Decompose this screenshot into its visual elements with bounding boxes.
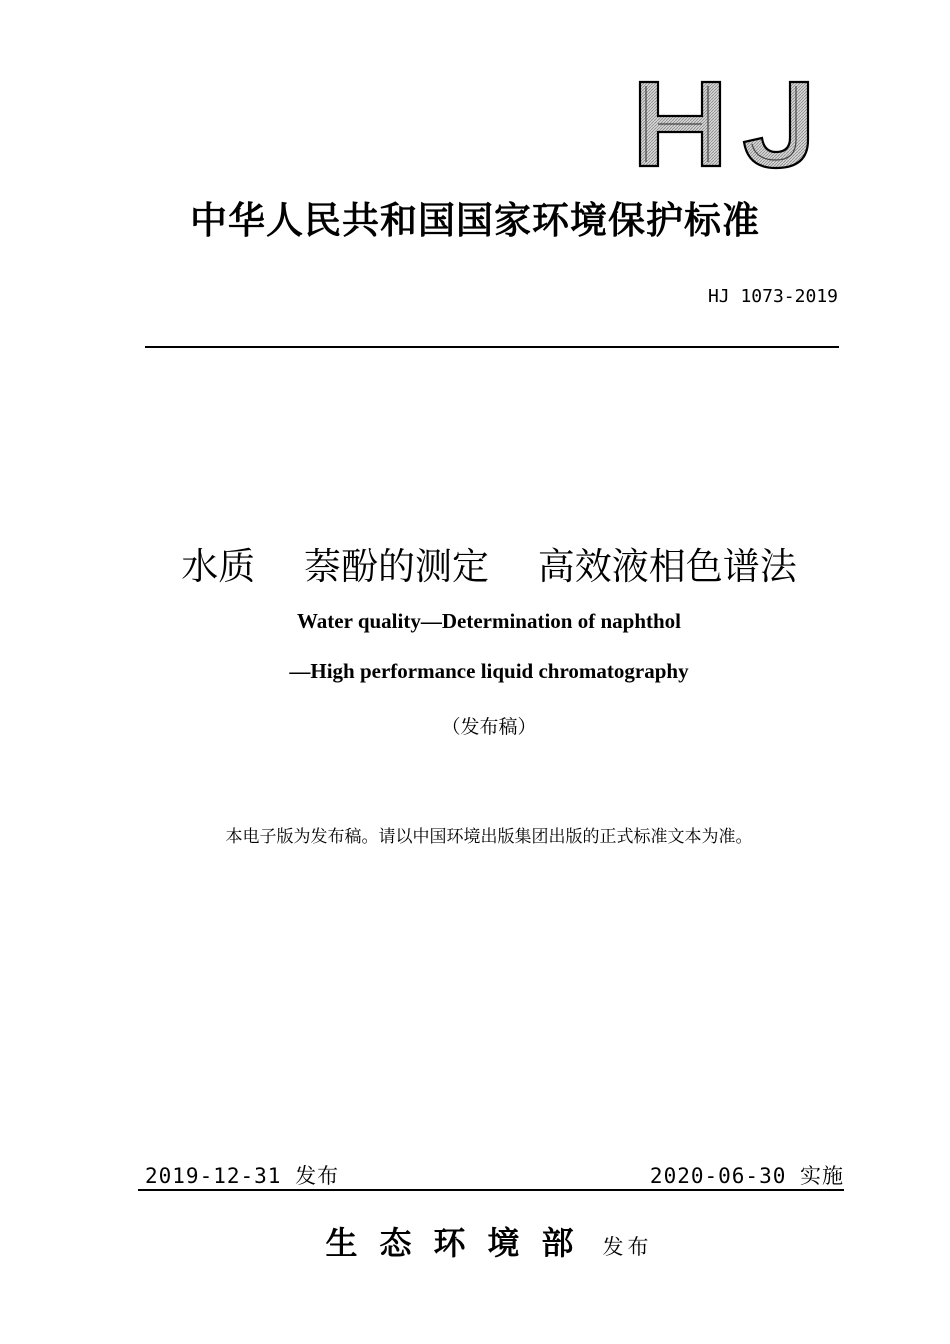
publisher-name: 生态环境部 xyxy=(325,1224,596,1262)
publisher-row xyxy=(0,1218,950,1264)
hj-logo xyxy=(636,76,816,172)
title-chinese: 水质 萘酚的测定 高效液相色谱法 xyxy=(181,545,797,588)
standard-series-title: 中华人民共和国国家环境保护标准 xyxy=(190,198,760,242)
title-english-line2: —High performance liquid chromatography xyxy=(289,659,689,683)
issue-date: 2019-12-31 发布 xyxy=(145,1164,340,1188)
title-english-line1: Water quality—Determination of naphthol xyxy=(296,609,682,633)
standard-number: HJ 1073-2019 xyxy=(707,286,838,307)
implementation-date: 2020-06-30 实施 xyxy=(649,1164,844,1188)
draft-label: （发布稿） xyxy=(441,716,537,738)
footer-divider xyxy=(138,1189,844,1191)
logo-letter-h xyxy=(640,82,720,166)
electronic-version-notice: 本电子版为发布稿。请以中国环境出版集团出版的正式标准文本为准。 xyxy=(225,827,753,847)
publisher-suffix: 发布 xyxy=(602,1235,653,1259)
header-divider xyxy=(145,346,839,348)
logo-letter-j xyxy=(744,82,808,168)
